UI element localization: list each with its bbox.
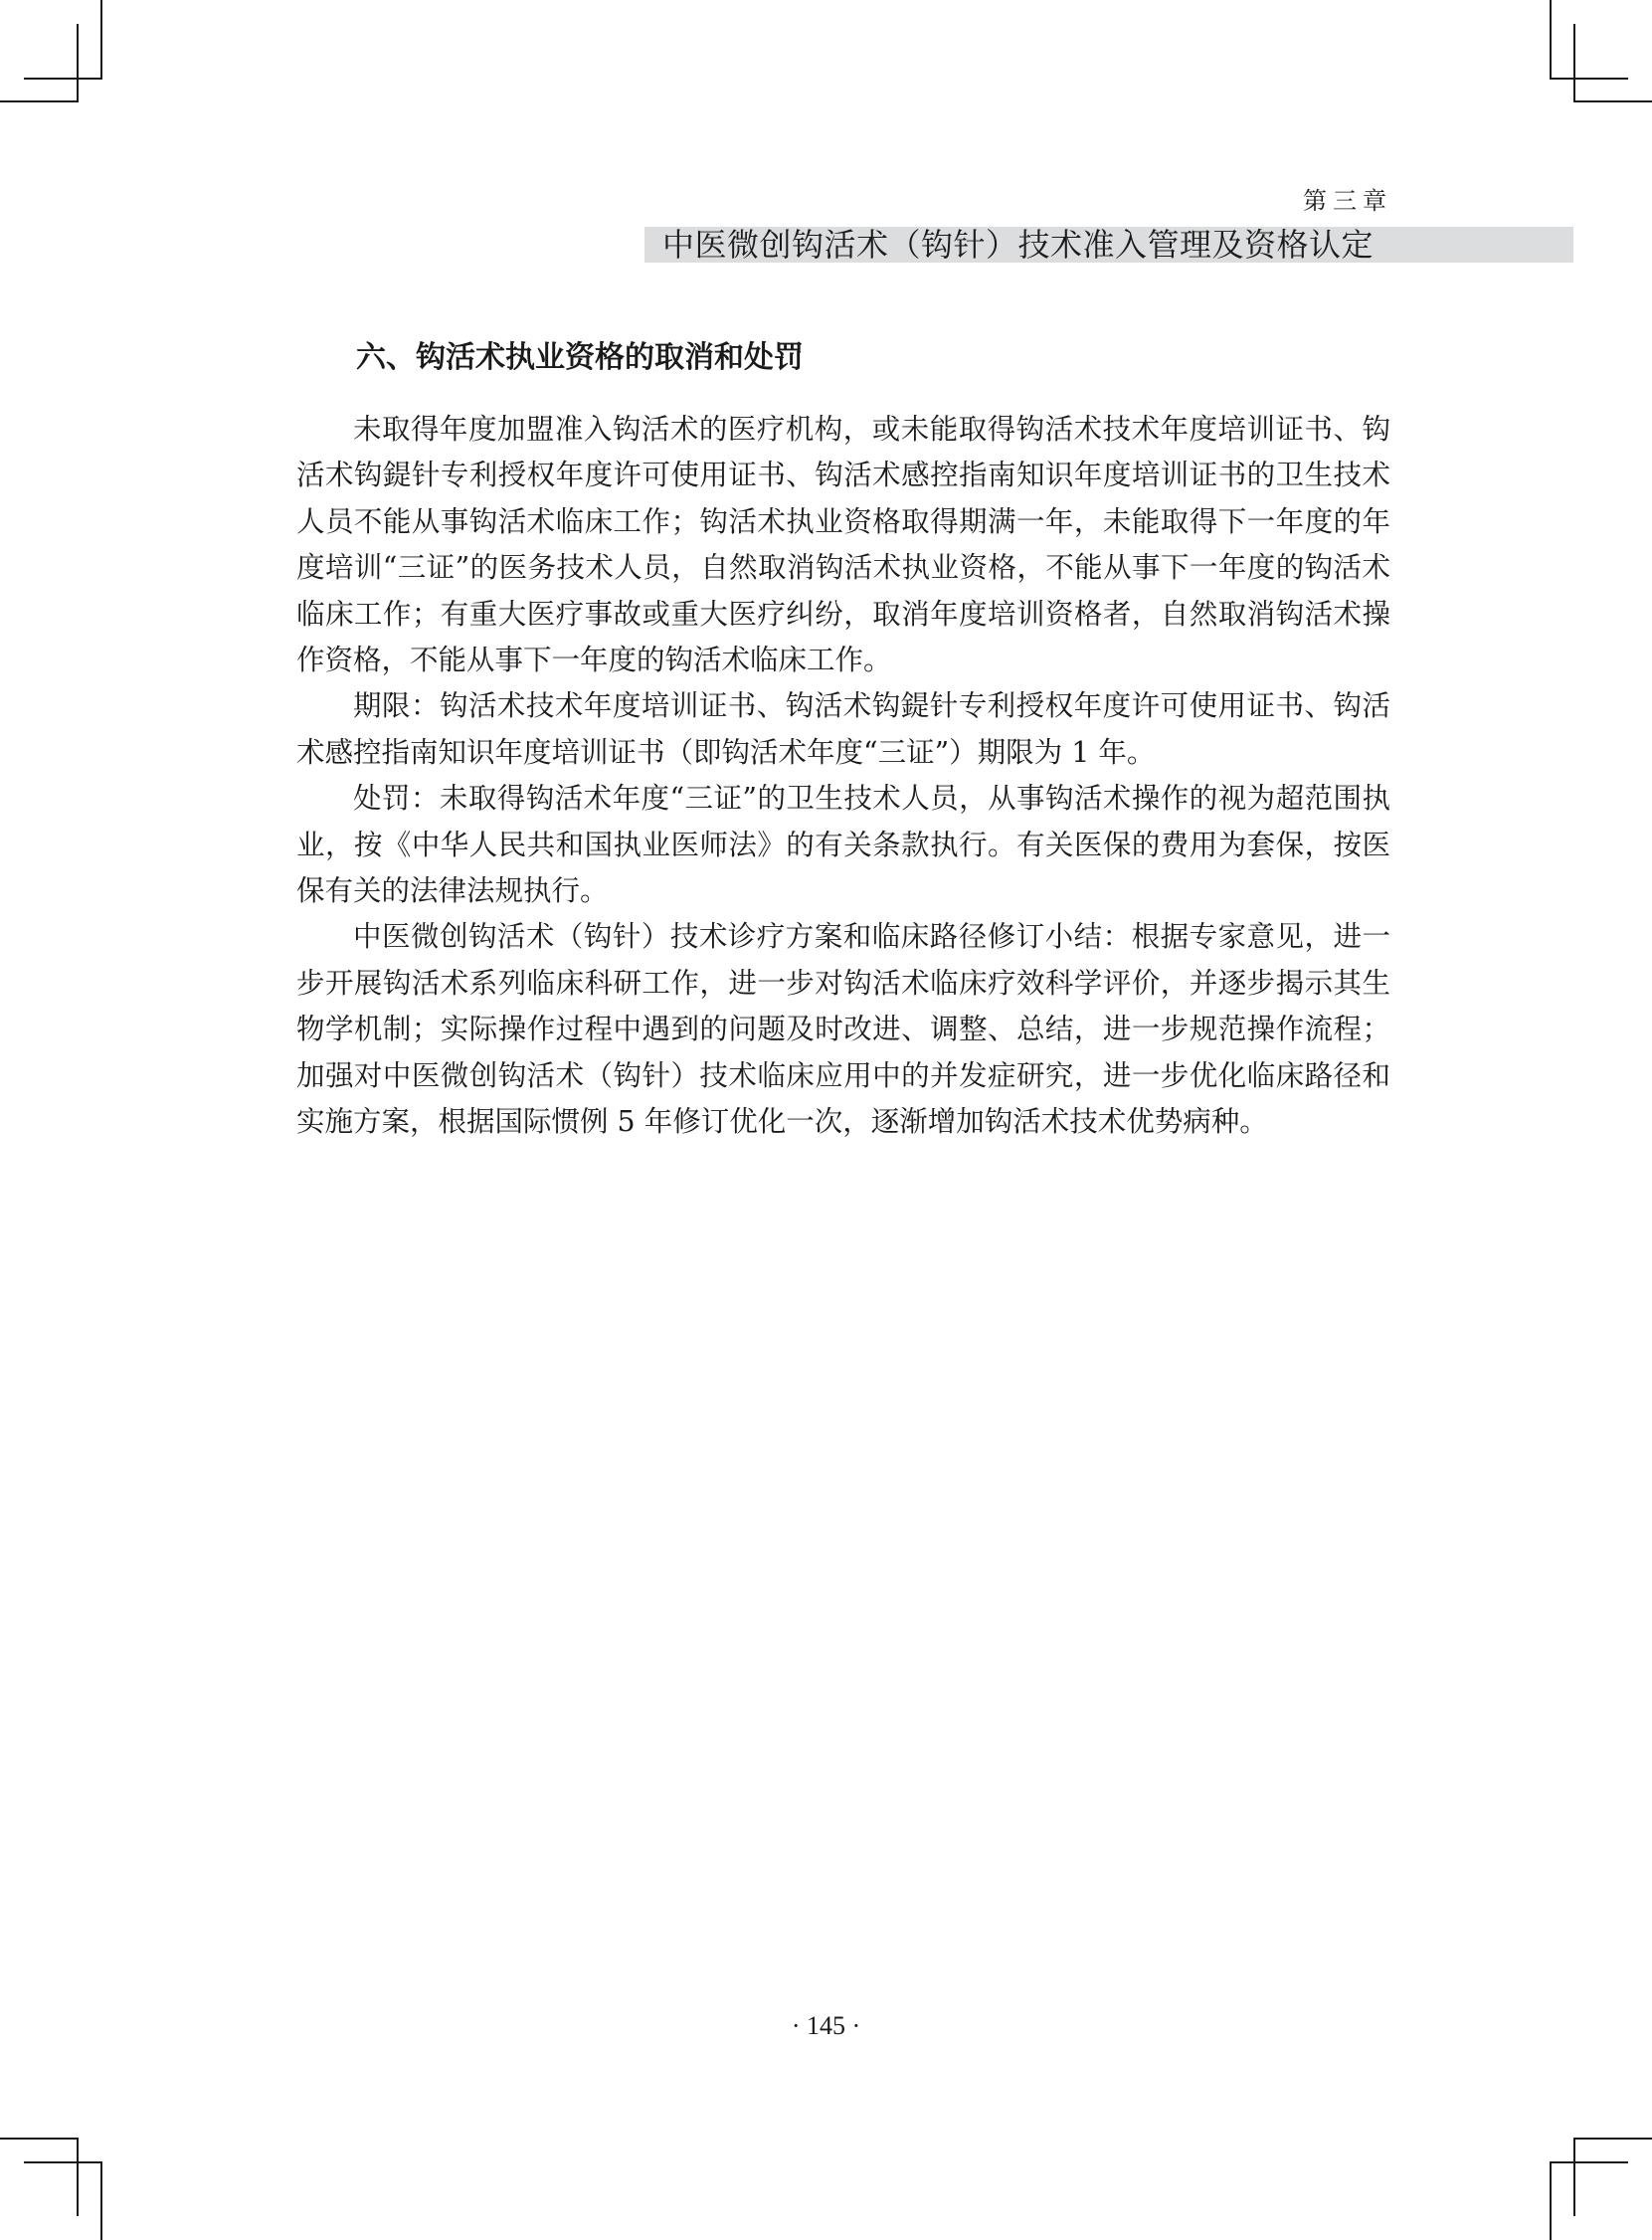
crop-mark-top-right (1573, 100, 1652, 102)
crop-mark-top-left (0, 100, 79, 102)
chapter-title: 中医微创钩活术（钩针）技术准入管理及资格认定 (662, 226, 1375, 264)
paragraph-term: 期限：钩活术技术年度培训证书、钩活术钩鍉针专利授权年度许可使用证书、钩活术感控指南知识年度培训证书（即钩活术年度“三证”）期限为 1 年。 (296, 689, 1390, 769)
crop-mark-bottom-left (0, 2138, 79, 2140)
crop-mark-top-left (100, 0, 102, 79)
crop-mark-bottom-right (1550, 2161, 1628, 2163)
crop-mark-bottom-left (77, 2138, 79, 2216)
crop-mark-bottom-left (24, 2161, 102, 2163)
crop-mark-bottom-left (100, 2161, 102, 2240)
page-number: · 145 · (791, 2011, 861, 2040)
section-heading: 六、钩活术执业资格的取消和处罚 (356, 340, 804, 375)
chapter-label: 第三章 (1303, 187, 1392, 215)
body-text (296, 407, 1390, 1146)
crop-mark-bottom-right (1573, 2138, 1575, 2216)
crop-mark-top-right (1550, 0, 1552, 79)
paragraph-disqualification: 未取得年度加盟准入钩活术的医疗机构，或未能取得钩活术技术年度培训证书、钩活术钩鍉针专利授权年度许可使用证书、钩活术感控指南知识年度培训证书的卫生技术人员不能从事钩活术临床工作；钩活术执业资格取得期满一年，未能取得下一年度的年度培训“三证”的医务技术人员，自然取消钩活术执业资格，不能从事下一年度的钩活术临床工作；有重大医疗事故或重大医疗纠纷，取消年度培训资格者，自然取消钩活术操作资格，不能从事下一年度的钩活术临床工作。 (296, 413, 1390, 677)
crop-mark-top-right (1550, 78, 1628, 80)
crop-mark-bottom-right (1573, 2138, 1652, 2140)
crop-mark-top-left (24, 78, 102, 80)
paragraph-revision-summary: 中医微创钩活术（钩针）技术诊疗方案和临床路径修订小结：根据专家意见，进一步开展钩活术系列临床科研工作，进一步对钩活术临床疗效科学评价，并逐步揭示其生物学机制；实际操作过程中遇到的问题及时改进、调整、总结，进一步规范操作流程；加强对中医微创钩活术（钩针）技术临床应用中的并发症研究，进一步优化临床路径和实施方案，根据国际惯例 5 年修订优化一次，逐渐增加钩活术技术优势病种。 (296, 920, 1390, 1139)
crop-mark-top-left (77, 24, 79, 102)
crop-mark-top-right (1573, 24, 1575, 102)
crop-mark-bottom-right (1550, 2161, 1552, 2240)
paragraph-penalty: 处罚：未取得钩活术年度“三证”的卫生技术人员，从事钩活术操作的视为超范围执业，按《中华人民共和国执业医师法》的有关条款执行。有关医保的费用为套保，按医保有关的法律法规执行。 (296, 782, 1390, 908)
